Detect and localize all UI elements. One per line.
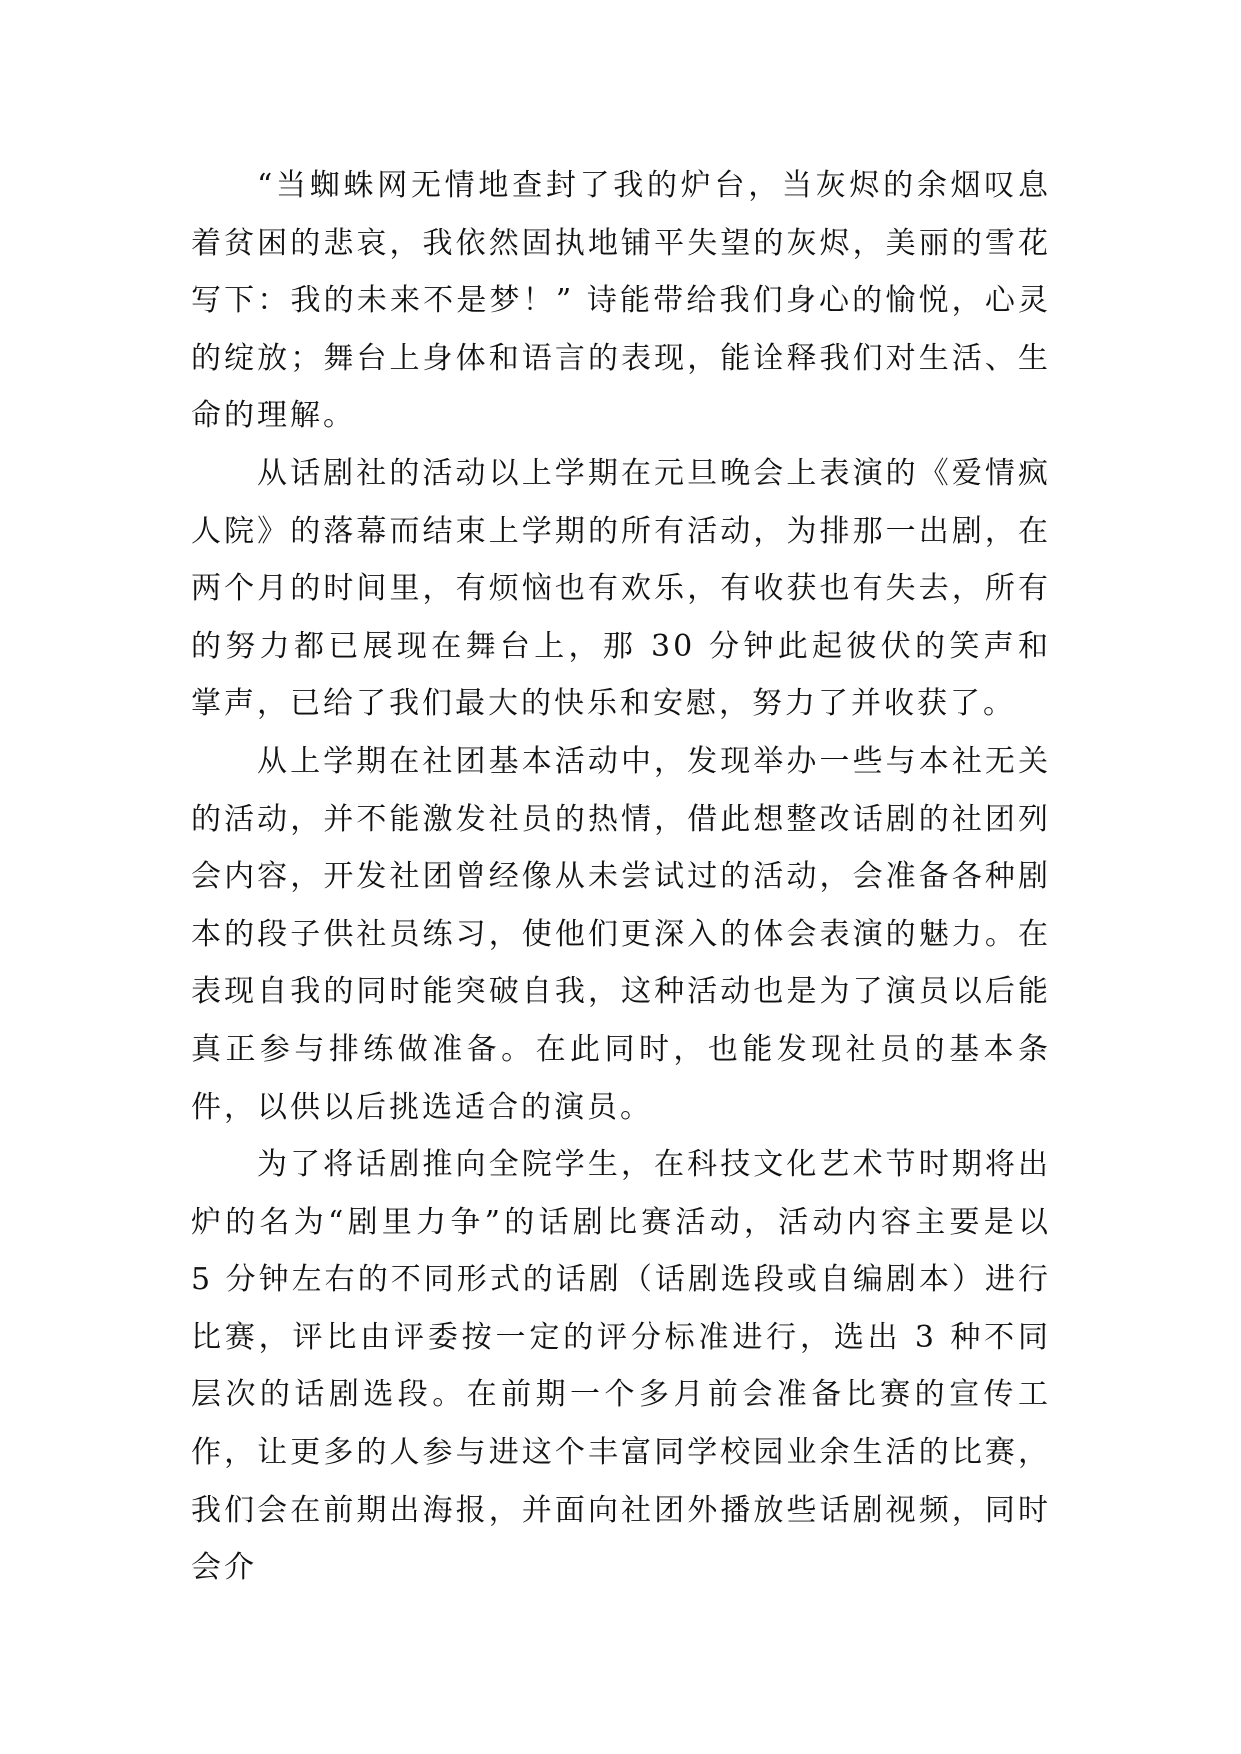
paragraph-club-activities: 从上学期在社团基本活动中，发现举办一些与本社无关的活动，并不能激发社员的热情，借此想整改话剧的社团列会内容，开发社团曾经像从未尝试过的活动，会准备各种剧本的段子供社员练习，使他们更深入的体会表演的魅力。在表现自我的同时能突破自我，这种活动也是为了演员以后能真正参与排练做准备。在此同时，也能发现社员的基本条件，以供以后挑选适合的演员。: [191, 743, 1051, 1125]
paragraph-last-semester-review: 从话剧社的活动以上学期在元旦晚会上表演的《爱情疯人院》的落幕而结束上学期的所有活动，为排那一出剧，在两个月的时间里，有烦恼也有欢乐，有收获也有失去，所有的努力都已展现在舞台上，那 30 分钟此起彼伏的笑声和掌声，已给了我们最大的快乐和安慰，努力了并收获了。: [191, 455, 1051, 722]
paragraph-drama-competition: 为了将话剧推向全院学生，在科技文化艺术节时期将出炉的名为“剧里力争”的话剧比赛活动，活动内容主要是以 5 分钟左右的不同形式的话剧（话剧选段或自编剧本）进行比赛，评比由评委按一定的评分标准进行，选出 3 种不同层次的话剧选段。在前期一个多月前会准备比赛的宣传工作，让更多的人参与进这个丰富同学校园业余生活的比赛，我们会在前期出海报，并面向社团外播放些话剧视频，同时会介: [191, 1147, 1051, 1586]
document-body: [191, 157, 1051, 1597]
paragraph-poem-quote: “当蜘蛛网无情地查封了我的炉台，当灰烬的余烟叹息着贫困的悲哀，我依然固执地铺平失望的灰烬，美丽的雪花写下：我的未来不是梦！” 诗能带给我们身心的愉悦，心灵的绽放；舞台上身体和语言的表现，能诠释我们对生活、生命的理解。: [191, 168, 1051, 434]
